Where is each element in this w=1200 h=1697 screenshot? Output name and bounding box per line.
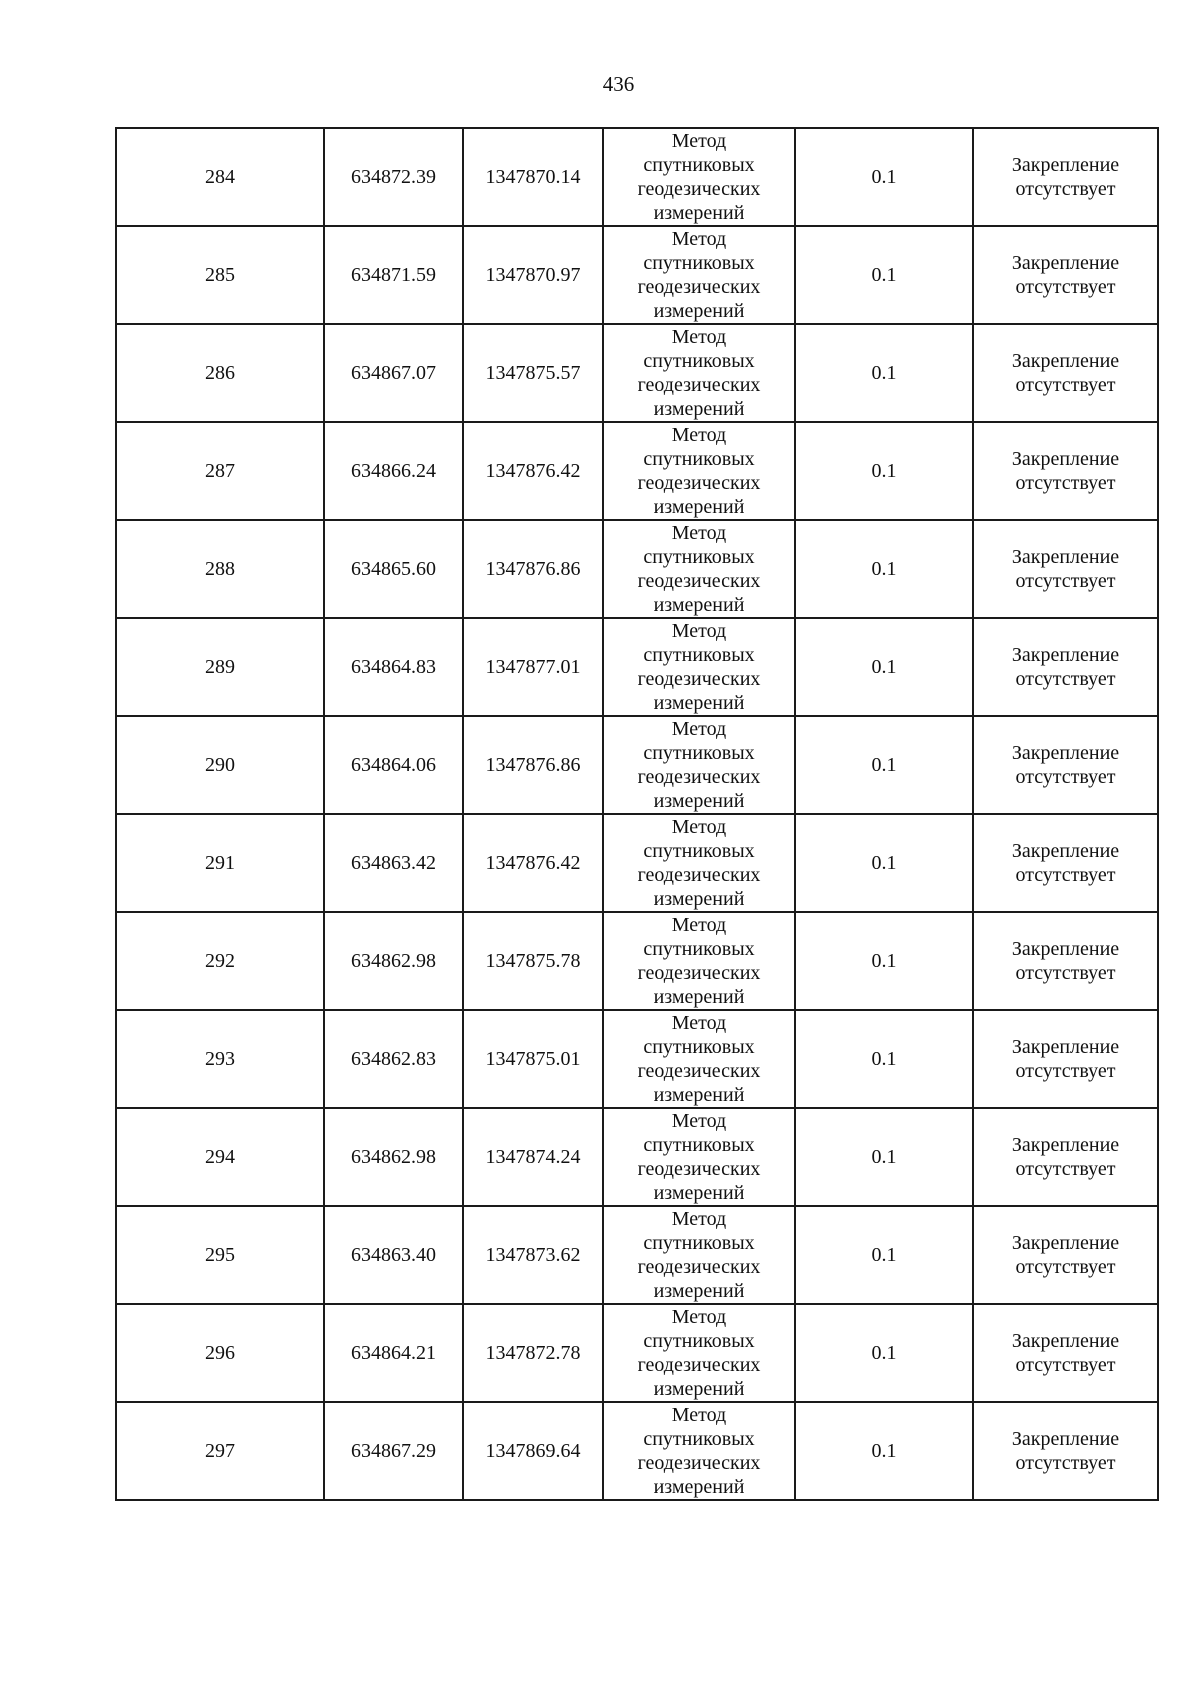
x-coordinate-cell: 634871.59 — [324, 226, 463, 324]
fixing-text-line: отсутствует — [1015, 962, 1116, 984]
fixing-text-line: Закрепление — [1011, 154, 1120, 176]
fixing-cell — [973, 520, 1158, 618]
method-text-line: Метод — [671, 228, 727, 250]
fixing-cell — [973, 716, 1158, 814]
fixing-text-line: Закрепление — [1011, 448, 1120, 470]
method-text-line: Метод — [671, 816, 727, 838]
table-row — [116, 716, 1158, 814]
fixing-text-line: отсутствует — [1015, 864, 1116, 886]
y-coordinate-cell: 1347876.42 — [463, 422, 603, 520]
method-cell — [603, 520, 795, 618]
method-cell — [603, 912, 795, 1010]
fixing-cell — [973, 1206, 1158, 1304]
page-number: 436 — [602, 72, 635, 96]
method-text-line: геодезических — [637, 472, 761, 494]
table-row — [116, 324, 1158, 422]
point-number-cell: 287 — [116, 422, 324, 520]
method-text-line: измерений — [653, 398, 745, 420]
y-coordinate-cell: 1347876.86 — [463, 716, 603, 814]
point-number-cell: 284 — [116, 128, 324, 226]
x-coordinate-cell: 634865.60 — [324, 520, 463, 618]
point-number-cell: 296 — [116, 1304, 324, 1402]
y-coordinate-cell: 1347876.86 — [463, 520, 603, 618]
y-coordinate-cell: 1347877.01 — [463, 618, 603, 716]
method-text-line: измерений — [653, 496, 745, 518]
method-cell — [603, 1206, 795, 1304]
method-text-line: Метод — [671, 620, 727, 642]
method-cell — [603, 1010, 795, 1108]
method-cell — [603, 1304, 795, 1402]
method-text-line: Метод — [671, 718, 727, 740]
y-coordinate-cell: 1347874.24 — [463, 1108, 603, 1206]
y-coordinate-cell: 1347876.42 — [463, 814, 603, 912]
method-text-line: геодезических — [637, 374, 761, 396]
error-cell: 0.1 — [795, 1402, 973, 1500]
method-text-line: Метод — [671, 1208, 727, 1230]
error-cell: 0.1 — [795, 1304, 973, 1402]
fixing-text-line: Закрепление — [1011, 1232, 1120, 1254]
x-coordinate-cell: 634867.07 — [324, 324, 463, 422]
method-text-line: измерений — [653, 1378, 745, 1400]
fixing-text-line: отсутствует — [1015, 178, 1116, 200]
method-text-line: измерений — [653, 790, 745, 812]
y-coordinate-cell: 1347870.14 — [463, 128, 603, 226]
method-text-line: измерений — [653, 1476, 745, 1498]
x-coordinate-cell: 634867.29 — [324, 1402, 463, 1500]
y-coordinate-cell: 1347875.78 — [463, 912, 603, 1010]
method-text-line: спутниковых — [643, 840, 755, 862]
error-cell: 0.1 — [795, 1010, 973, 1108]
point-number-cell: 292 — [116, 912, 324, 1010]
error-cell: 0.1 — [795, 716, 973, 814]
method-text-line: Метод — [671, 1404, 727, 1426]
fixing-text-line: Закрепление — [1011, 1036, 1120, 1058]
method-text-line: измерений — [653, 594, 745, 616]
fixing-text-line: Закрепление — [1011, 546, 1120, 568]
method-text-line: геодезических — [637, 178, 761, 200]
method-text-line: Метод — [671, 1110, 727, 1132]
method-text-line: спутниковых — [643, 350, 755, 372]
fixing-cell — [973, 226, 1158, 324]
fixing-text-line: Закрепление — [1011, 350, 1120, 372]
fixing-text-line: отсутствует — [1015, 1158, 1116, 1180]
method-text-line: спутниковых — [643, 1036, 755, 1058]
method-text-line: измерений — [653, 1280, 745, 1302]
table-row — [116, 128, 1158, 226]
x-coordinate-cell: 634863.42 — [324, 814, 463, 912]
method-text-line: геодезических — [637, 1060, 761, 1082]
method-text-line: геодезических — [637, 766, 761, 788]
method-cell — [603, 1402, 795, 1500]
method-text-line: спутниковых — [643, 252, 755, 274]
method-text-line: измерений — [653, 202, 745, 224]
fixing-text-line: отсутствует — [1015, 668, 1116, 690]
method-text-line: геодезических — [637, 1354, 761, 1376]
error-cell: 0.1 — [795, 520, 973, 618]
method-text-line: Метод — [671, 326, 727, 348]
method-text-line: измерений — [653, 1084, 745, 1106]
point-number-cell: 285 — [116, 226, 324, 324]
fixing-cell — [973, 1304, 1158, 1402]
error-cell: 0.1 — [795, 814, 973, 912]
fixing-cell — [973, 912, 1158, 1010]
y-coordinate-cell: 1347873.62 — [463, 1206, 603, 1304]
error-cell: 0.1 — [795, 618, 973, 716]
point-number-cell: 286 — [116, 324, 324, 422]
method-text-line: геодезических — [637, 1256, 761, 1278]
fixing-cell — [973, 1010, 1158, 1108]
fixing-cell — [973, 1402, 1158, 1500]
y-coordinate-cell: 1347869.64 — [463, 1402, 603, 1500]
method-text-line: спутниковых — [643, 1232, 755, 1254]
point-number-cell: 291 — [116, 814, 324, 912]
point-number-cell: 293 — [116, 1010, 324, 1108]
y-coordinate-cell: 1347875.01 — [463, 1010, 603, 1108]
method-cell — [603, 814, 795, 912]
y-coordinate-cell: 1347875.57 — [463, 324, 603, 422]
method-text-line: Метод — [671, 130, 727, 152]
fixing-text-line: отсутствует — [1015, 1256, 1116, 1278]
fixing-text-line: Закрепление — [1011, 644, 1120, 666]
error-cell: 0.1 — [795, 912, 973, 1010]
fixing-text-line: отсутствует — [1015, 472, 1116, 494]
method-cell — [603, 618, 795, 716]
fixing-text-line: отсутствует — [1015, 1354, 1116, 1376]
fixing-text-line: отсутствует — [1015, 570, 1116, 592]
error-cell: 0.1 — [795, 226, 973, 324]
error-cell: 0.1 — [795, 324, 973, 422]
fixing-text-line: Закрепление — [1011, 1428, 1120, 1450]
method-cell — [603, 128, 795, 226]
method-text-line: спутниковых — [643, 1428, 755, 1450]
x-coordinate-cell: 634864.06 — [324, 716, 463, 814]
fixing-text-line: отсутствует — [1015, 374, 1116, 396]
fixing-cell — [973, 1108, 1158, 1206]
x-coordinate-cell: 634872.39 — [324, 128, 463, 226]
method-text-line: геодезических — [637, 668, 761, 690]
method-cell — [603, 1108, 795, 1206]
table-row — [116, 912, 1158, 1010]
fixing-cell — [973, 618, 1158, 716]
x-coordinate-cell: 634863.40 — [324, 1206, 463, 1304]
table-row — [116, 226, 1158, 324]
method-text-line: спутниковых — [643, 938, 755, 960]
method-text-line: измерений — [653, 986, 745, 1008]
method-text-line: спутниковых — [643, 644, 755, 666]
x-coordinate-cell: 634862.83 — [324, 1010, 463, 1108]
method-cell — [603, 422, 795, 520]
fixing-text-line: отсутствует — [1015, 766, 1116, 788]
x-coordinate-cell: 634862.98 — [324, 1108, 463, 1206]
method-text-line: спутниковых — [643, 1330, 755, 1352]
method-text-line: геодезических — [637, 570, 761, 592]
method-text-line: геодезических — [637, 864, 761, 886]
method-text-line: Метод — [671, 1012, 727, 1034]
table-body — [116, 128, 1158, 1500]
x-coordinate-cell: 634866.24 — [324, 422, 463, 520]
method-text-line: геодезических — [637, 276, 761, 298]
method-text-line: Метод — [671, 914, 727, 936]
point-number-cell: 288 — [116, 520, 324, 618]
method-cell — [603, 324, 795, 422]
fixing-text-line: отсутствует — [1015, 1452, 1116, 1474]
fixing-text-line: отсутствует — [1015, 276, 1116, 298]
table-row — [116, 1108, 1158, 1206]
x-coordinate-cell: 634862.98 — [324, 912, 463, 1010]
error-cell: 0.1 — [795, 422, 973, 520]
fixing-text-line: отсутствует — [1015, 1060, 1116, 1082]
method-text-line: геодезических — [637, 1452, 761, 1474]
method-text-line: Метод — [671, 522, 727, 544]
method-text-line: спутниковых — [643, 742, 755, 764]
point-number-cell: 295 — [116, 1206, 324, 1304]
point-number-cell: 289 — [116, 618, 324, 716]
method-text-line: измерений — [653, 692, 745, 714]
x-coordinate-cell: 634864.21 — [324, 1304, 463, 1402]
point-number-cell: 294 — [116, 1108, 324, 1206]
point-number-cell: 297 — [116, 1402, 324, 1500]
method-cell — [603, 716, 795, 814]
error-cell: 0.1 — [795, 128, 973, 226]
table-row — [116, 1206, 1158, 1304]
method-text-line: измерений — [653, 1182, 745, 1204]
fixing-text-line: Закрепление — [1011, 252, 1120, 274]
method-text-line: спутниковых — [643, 546, 755, 568]
method-text-line: измерений — [653, 300, 745, 322]
y-coordinate-cell: 1347870.97 — [463, 226, 603, 324]
x-coordinate-cell: 634864.83 — [324, 618, 463, 716]
error-cell: 0.1 — [795, 1206, 973, 1304]
y-coordinate-cell: 1347872.78 — [463, 1304, 603, 1402]
method-text-line: Метод — [671, 1306, 727, 1328]
method-text-line: спутниковых — [643, 1134, 755, 1156]
method-text-line: геодезических — [637, 1158, 761, 1180]
fixing-cell — [973, 814, 1158, 912]
table-row — [116, 422, 1158, 520]
fixing-cell — [973, 128, 1158, 226]
method-text-line: измерений — [653, 888, 745, 910]
fixing-text-line: Закрепление — [1011, 1330, 1120, 1352]
table-row — [116, 1304, 1158, 1402]
method-text-line: спутниковых — [643, 448, 755, 470]
error-cell: 0.1 — [795, 1108, 973, 1206]
method-cell — [603, 226, 795, 324]
table-row — [116, 520, 1158, 618]
fixing-text-line: Закрепление — [1011, 840, 1120, 862]
fixing-text-line: Закрепление — [1011, 742, 1120, 764]
fixing-text-line: Закрепление — [1011, 1134, 1120, 1156]
fixing-text-line: Закрепление — [1011, 938, 1120, 960]
table-row — [116, 1010, 1158, 1108]
method-text-line: спутниковых — [643, 154, 755, 176]
table-row — [116, 618, 1158, 716]
coordinates-table — [115, 127, 1159, 1501]
table-row — [116, 1402, 1158, 1500]
table-row — [116, 814, 1158, 912]
fixing-cell — [973, 422, 1158, 520]
method-text-line: геодезических — [637, 962, 761, 984]
point-number-cell: 290 — [116, 716, 324, 814]
fixing-cell — [973, 324, 1158, 422]
method-text-line: Метод — [671, 424, 727, 446]
